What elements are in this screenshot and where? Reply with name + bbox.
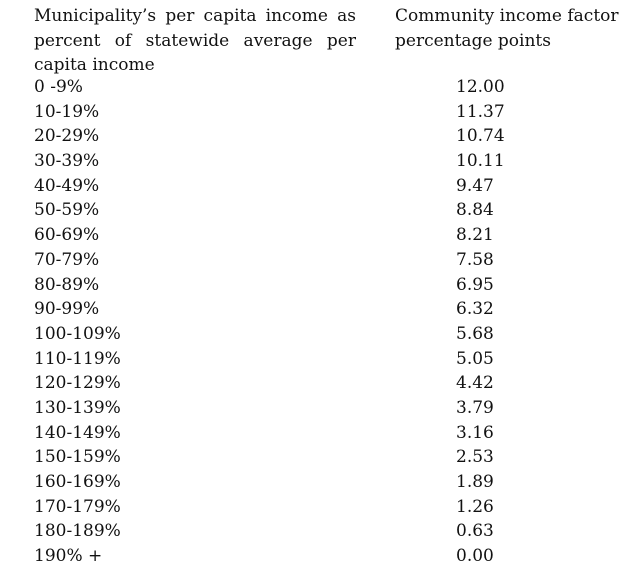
income-range-cell: 150-159% xyxy=(34,447,121,468)
table-row xyxy=(0,371,640,396)
table-row xyxy=(0,347,640,372)
income-range-cell: 170-179% xyxy=(34,496,121,517)
column-header-income-factor xyxy=(395,4,635,53)
income-factor-cell: 8.21 xyxy=(456,225,494,246)
income-range-cell: 80-89% xyxy=(34,274,100,295)
table-row xyxy=(0,322,640,347)
column-header-income-percent: Municipality’s per capita income as percent of statewide average per capita income xyxy=(34,6,356,75)
income-factor-cell: 6.95 xyxy=(456,274,494,295)
income-factor-cell: 6.32 xyxy=(456,299,494,320)
income-range-cell: 120-129% xyxy=(34,373,121,394)
table-row xyxy=(0,495,640,520)
income-factor-cell: 12.00 xyxy=(456,77,505,97)
income-factor-cell: 2.53 xyxy=(456,447,494,468)
table-row xyxy=(0,149,640,174)
income-factor-cell: 5.68 xyxy=(456,323,494,344)
table-row xyxy=(0,445,640,470)
income-factor-cell: 0.63 xyxy=(456,521,494,542)
table-row xyxy=(0,248,640,273)
table-row xyxy=(0,124,640,149)
table-row xyxy=(0,75,640,100)
income-range-cell: 50-59% xyxy=(34,200,100,221)
income-range-cell: 160-169% xyxy=(34,472,121,492)
income-factor-cell: 8.84 xyxy=(456,200,494,221)
table-row xyxy=(0,223,640,248)
income-range-cell: 180-189% xyxy=(34,521,121,542)
income-range-cell: 100-109% xyxy=(34,323,121,344)
income-factor-cell: 9.47 xyxy=(456,175,494,196)
income-range-cell: 90-99% xyxy=(34,299,100,320)
income-range-cell: 30-39% xyxy=(34,151,100,172)
income-factor-cell: 5.05 xyxy=(456,348,494,369)
table-row xyxy=(0,100,640,125)
table-row xyxy=(0,544,640,569)
income-factor-cell: 1.26 xyxy=(456,496,494,517)
income-factor-cell: 4.42 xyxy=(456,373,494,394)
table-row xyxy=(0,470,640,495)
table-row xyxy=(0,421,640,446)
income-range-cell: 70-79% xyxy=(34,249,100,270)
income-range-cell: 130-139% xyxy=(34,397,121,418)
column-header-income-factor-line1: Community income factor xyxy=(395,6,619,26)
table-body xyxy=(0,75,640,569)
income-range-cell: 20-29% xyxy=(34,126,100,147)
income-factor-cell: 1.89 xyxy=(456,472,494,492)
income-range-cell: 140-149% xyxy=(34,422,121,443)
income-factor-cell: 3.79 xyxy=(456,397,494,418)
income-factor-cell: 0.00 xyxy=(456,546,494,567)
income-range-cell: 60-69% xyxy=(34,225,100,246)
income-factor-cell: 10.74 xyxy=(456,126,505,147)
table-row xyxy=(0,174,640,199)
income-range-cell: 110-119% xyxy=(34,348,121,369)
income-factor-cell: 7.58 xyxy=(456,249,494,270)
income-range-cell: 40-49% xyxy=(34,175,100,196)
income-range-cell: 190% + xyxy=(34,546,103,567)
income-factor-cell: 3.16 xyxy=(456,422,494,443)
income-range-cell: 0 -9% xyxy=(34,77,83,97)
income-factor-cell: 10.11 xyxy=(456,151,505,172)
table-row xyxy=(0,198,640,223)
table-row xyxy=(0,519,640,544)
table-row xyxy=(0,297,640,322)
table-row xyxy=(0,396,640,421)
income-range-cell: 10-19% xyxy=(34,101,100,122)
column-header-income-factor-line2: percentage points xyxy=(395,30,551,51)
table-row xyxy=(0,273,640,298)
income-factor-cell: 11.37 xyxy=(456,101,505,122)
